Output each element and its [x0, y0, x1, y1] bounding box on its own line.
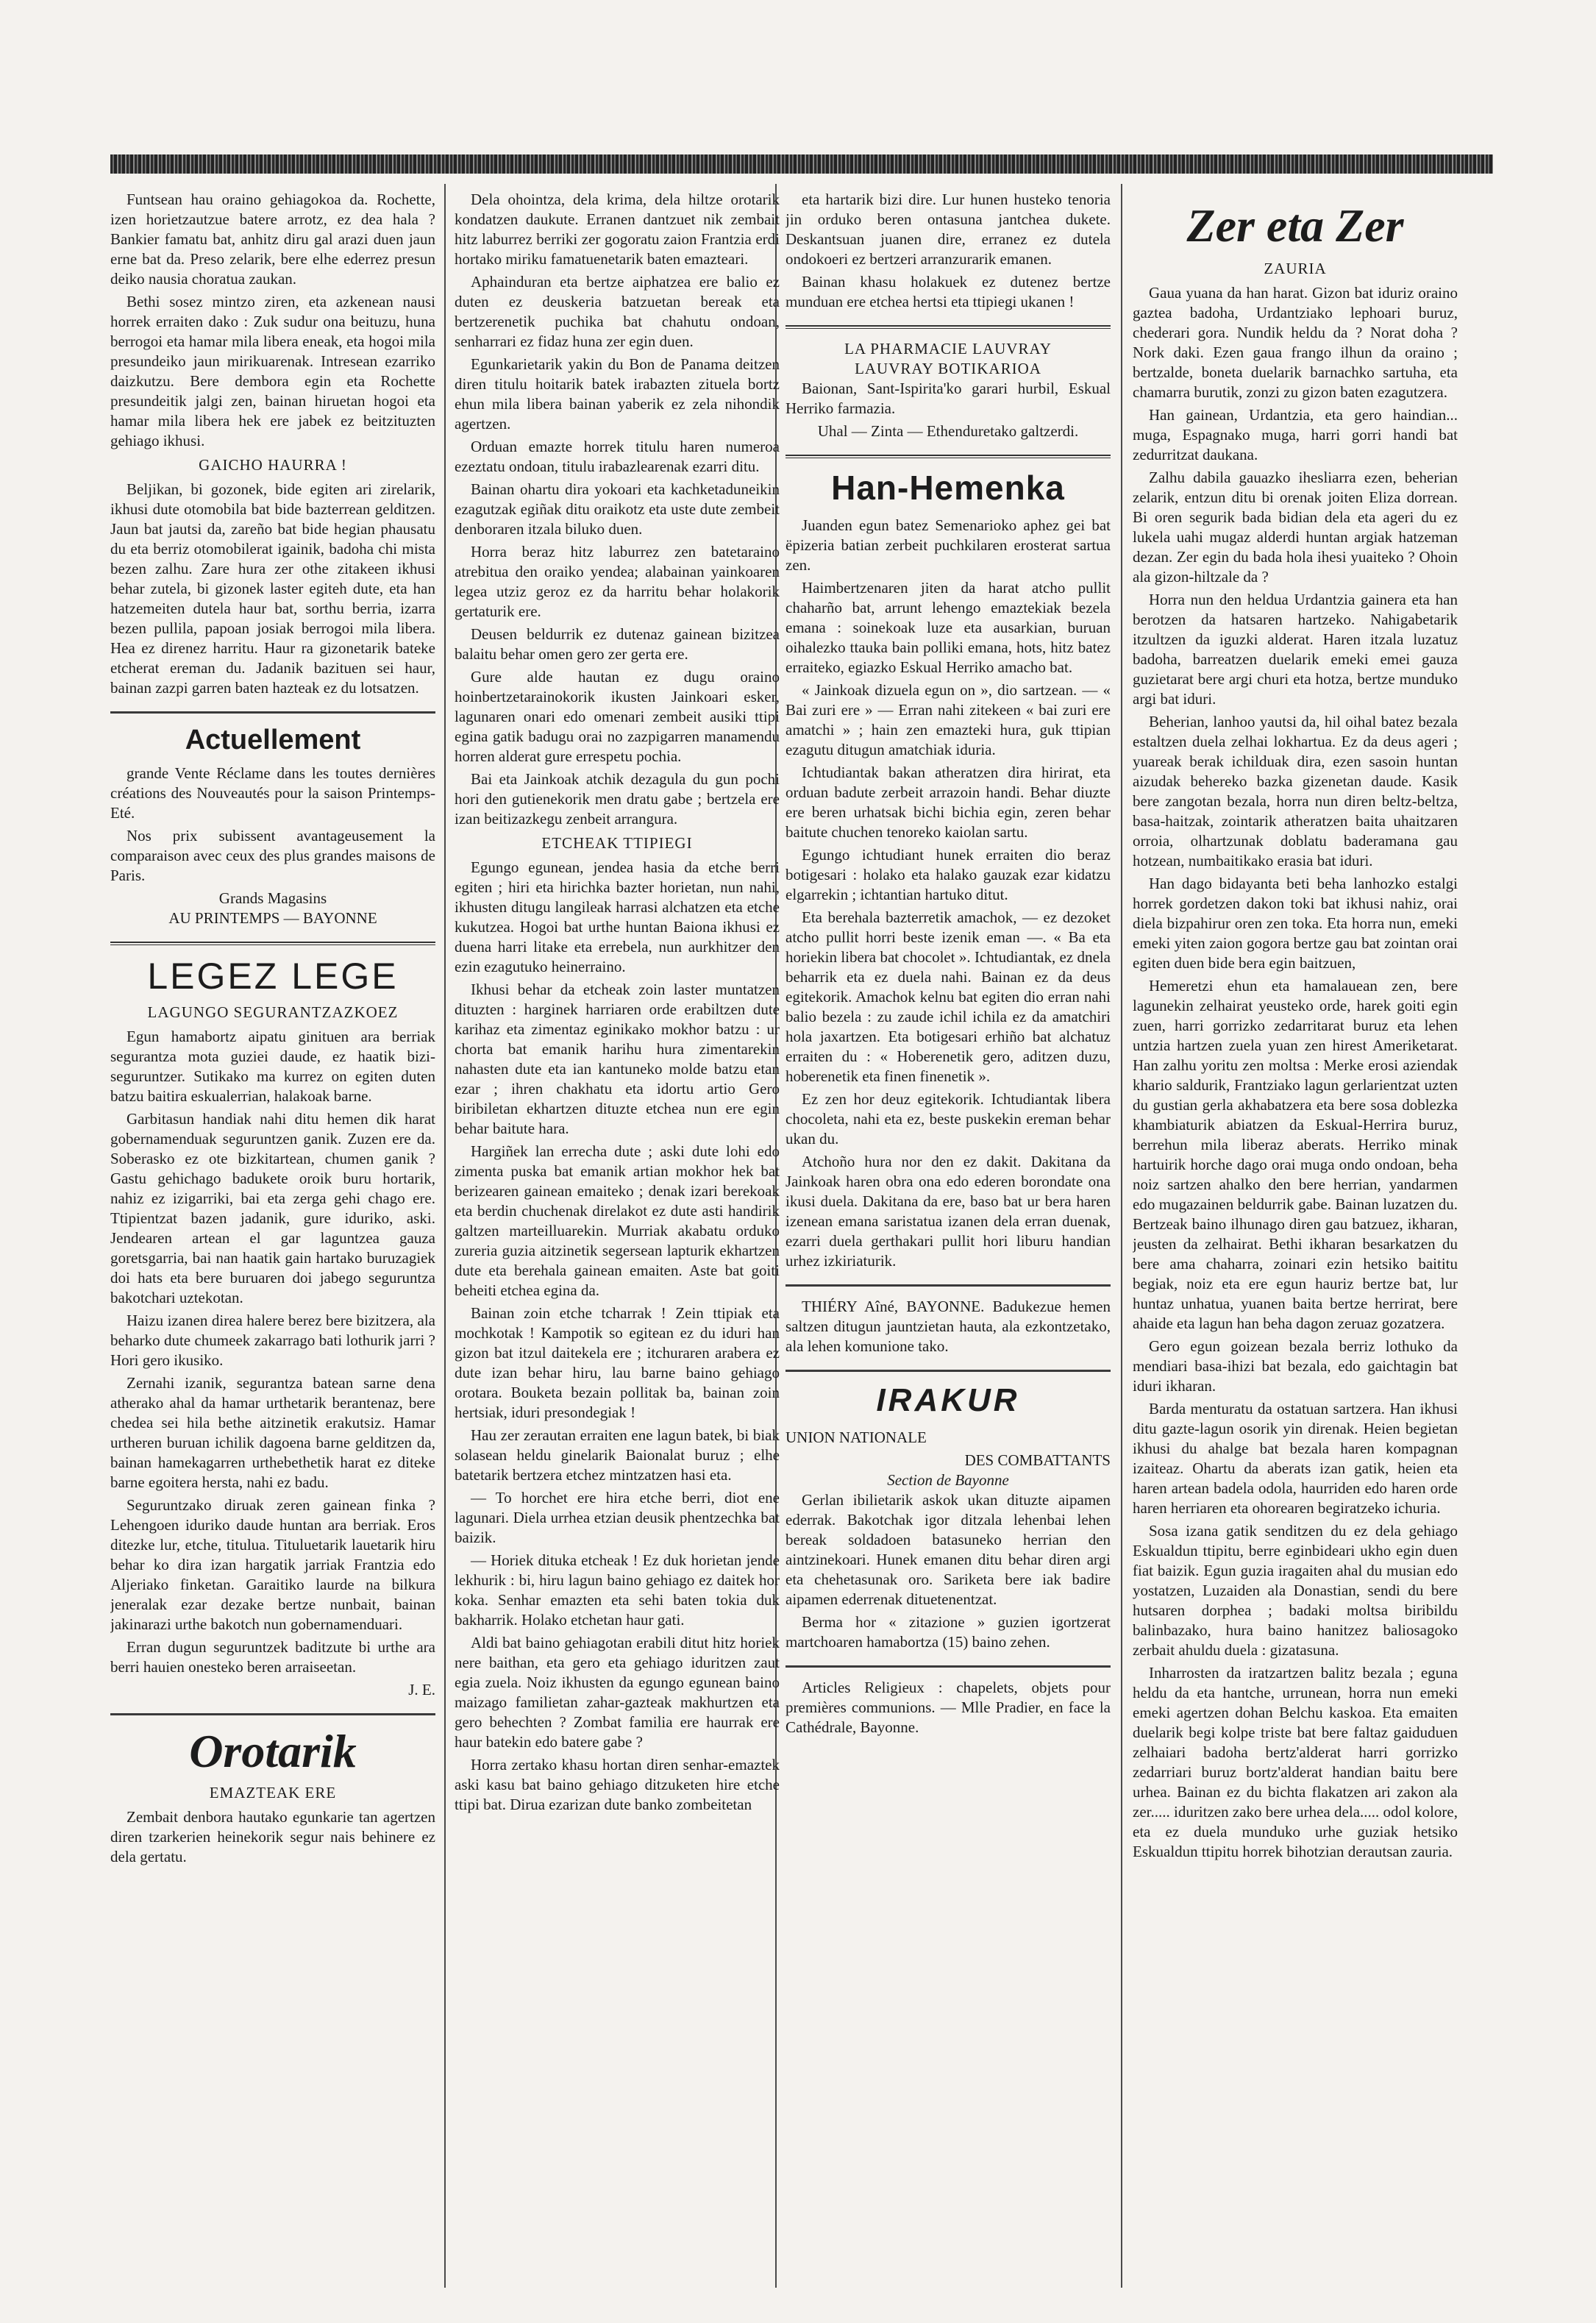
paragraph: Berma hor « zitazione » guzien igortzerat martchoaren hamabortza (15) baino zehen.: [785, 1613, 1111, 1651]
section-subtitle: LAGUNGO SEGURANTZAZKOEZ: [147, 1003, 399, 1021]
article-signature: J. E.: [408, 1681, 435, 1698]
paragraph: Hargiñek lan errecha dute ; aski dute lohi edo zimenta puska bat emanik artian mokhor hek bat berizearen gainean emaiteko ; denak izari berekoak eta berdin chuchenak direlakot ez dute asti handirik galtzen marteilluarekin. Murriak akabatu orduko zureria guzia aitzinetik segersean lapturik ekhartzen dute eta berehala gainean emaiten. Aste bat goiti beheiti etchea egina da.: [455, 1142, 780, 1299]
divider: [785, 1665, 1111, 1668]
column-1: [110, 190, 435, 2286]
section-heading-legez-lege: LEGEZ LEGE: [147, 956, 399, 997]
paragraph: Egunkarietarik yakin du Bon de Panama deitzen diren titulu hoitarik batek irabazten zituela bortz ehun mila libera bainan yaberik ez zela nihondik agertzen.: [455, 355, 780, 433]
paragraph: Horra zertako khasu hortan diren senhar-emaztek aski kasu bat baino gehiago ditzuketen hire etche ttipi bat. Dirua ezarizan dute banko zombeitetan: [455, 1756, 780, 1813]
column-rule: [1121, 184, 1122, 2288]
paragraph: Hau zer zerautan erraiten ene lagun batek, bi biak solasean heldu ginelarik Baionalat buruz ; elhe batetarik bertzera etchez mintzatzen hasi eta.: [455, 1426, 780, 1484]
paragraph: Deusen beldurrik ez dutenaz gainean bizitzea balaitu behar omen gero zer gerta ere.: [455, 625, 780, 663]
paragraph: Egungo ichtudiant hunek erraiten dio beraz botigesari : holako eta halako gauzak ezar kidatzu elgarrekin ; ichtantian hartuko ditut.: [785, 846, 1111, 903]
pharmacie-ad-line: Uhal — Zinta — Ethenduretako galtzerdi.: [817, 422, 1079, 440]
paragraph: Han gainean, Urdantzia, eta gero haindian... muga, Espagnako muga, harri gorri handi bat zedurritzat daukana.: [1133, 406, 1458, 463]
divider: [110, 711, 435, 714]
paragraph: Gaua yuana da han harat. Gizon bat iduriz oraino gaztea badoha, Urdantziako lephoari buruz, chederari gora. Nundik heldu da ? Norat doha ? Nork daki. Ezen gaua frango ilhun da oraino ; bertzalde, boneta duelarik barnachko sartuha, eta chamarra burutik, zonzi zu gizon baten ezagutzera.: [1133, 284, 1458, 401]
paragraph: Bainan khasu holakuek ez dutenez bertze munduan ere etchea hertsi eta ttipiegi ukanen !: [785, 273, 1111, 310]
paragraph: Zernahi izanik, segurantza batean sarne dena atherako ahal da hamar urthetarik berantenaz, bere chedea sei hila bethe aitzinetik erakutsiz. Hamar urtheren buruan ichilik dagoena barne gelditzen da, bainan hamekagarren urthebethetik harat ez diteke barne egoitera hersta, nahi ez badu.: [110, 1374, 435, 1491]
divider: [785, 455, 1111, 458]
paragraph: Seguruntzako diruak zeren gainean finka ? Lehengoen iduriko daude huntan ara berriak. Eros ditezke lur, etche, titulua. Tituluetarik lauetarik hiru behar ko dira izan hargatik jarriak Frantzia edo Aljeriako finketan. Garaitiko laurde na bilkura jeneralak ezar dezake bertze nunbait, bainan jakinarazi urthe bakotch nun gobernamenduari.: [110, 1496, 435, 1633]
paragraph: Zalhu dabila gauazko ihesliarra ezen, beherian zelarik, entzun ditu bi orenak joiten Eliza dorrean. Bi oren segurik bada bidian dela eta ageri du ez lukela uahi mugaz alderdi huntan argiak hatzeman dezan. Zer egin du bada hola ihesi yuaiteko ? Ohoin ala gizon-hiltzale da ?: [1133, 469, 1458, 586]
divider: [785, 1284, 1111, 1287]
paragraph: Garbitasun handiak nahi ditu hemen dik harat gobernamenduak seguruntzen ganik. Zuzen ere da. Soberasko ez ote bizkitartean, chumen ganik ? Gastu gehichago badukete oroik buru hortarik, nahiz ez izigarriki, bai eta zerga gehi chago ere. Ttipientzat bazen jadanik, gure iduriko, aski. Jendearen artean el gar laguntzea gauza goretsgarria, bai nan haatik gain hartako buruzagiek doi hats eta bere buruaren doi jabego seguruntza bakotchari uztekotan.: [110, 1110, 435, 1306]
section-heading-han-hemenka: Han-Hemenka: [831, 469, 1065, 507]
paragraph: Atchoño hura nor den ez dakit. Dakitana da Jainkoak haren obra ona edo ederen borondate ona ikusi duela. Dakitana da ere, baso bat ur bera haren izenean emana saristatua izanen dela erran duenak, ezarri duela gerthakari pullit hori liburu handian urhez izkiriaturik.: [785, 1153, 1111, 1270]
section-subtitle: EMAZTEAK ERE: [209, 1784, 337, 1801]
paragraph: Horra nun den heldua Urdantzia gainera eta han berotzen da hatsaren hartzeko. Nahigabetarik itzultzen da iguzki alderat. Haren itzala luzatuz badoha, barreatzen duelarik emeki emei gauza guzietarat bere argi churi eta hotza, bertze munduko argi bat iduri.: [1133, 591, 1458, 708]
paragraph: THIÉRY Aîné, BAYONNE. Badukezue hemen saltzen ditugun jauntzietan hauta, ala ezkontzetako, ala lehen komunione tako.: [785, 1298, 1111, 1355]
paragraph: Beljikan, bi gozonek, bide egiten ari zirelarik, ikhusi dute otomobila bat bide bazterrean gelditzen. Jaun bat jautsi da, zareño bat bide hegian phausatu du eta berriz otomobilerat igainik, badoha chi mista bezen zalhu. Zare hura zer othe zitakeen ikhusi behar zutela, bi gizonek laster egiteh dute, eta han hatzemeiten dutela haur bat, sorthu berria, izarra bezen pullila, papoan josiak berrogoi mila libera. Hea ez direnez harritu. Haur ra gizonetarik bateke etcherat ereman du. Jadanik bazituen sei haur, bainan zazpi garren baten hazteak ez du lotsatzen.: [110, 480, 435, 697]
paragraph: Haizu izanen direa halere berez bere bizitzera, ala beharko dute chumeek zakarrago bati lothurik jarri ? Hori gero ikusiko.: [110, 1312, 435, 1369]
ad-signature: AU PRINTEMPS — BAYONNE: [168, 909, 377, 927]
paragraph: Baionan, Sant-Ispirita'ko garari hurbil, Eskual Herriko farmazia.: [785, 380, 1111, 417]
articles-religieux-ad: Articles Religieux : chapelets, objets pour premières communions. — Mlle Pradier, en face la Cathédrale, Bayonne.: [785, 1679, 1111, 1736]
section-subtitle: ZAURIA: [1264, 260, 1327, 277]
paragraph: Gerlan ibilietarik askok ukan dituzte aipamen ederrak. Bakotchak igor ditzala lehenbai lehen bereak soldadoen batasuneko herrian den aintzinekoari. Hunek emanen ditu behar diren argi eta chehetasunak oro. Sariketa bere iak badire aipamen ederrenak dituetenentzat.: [785, 1491, 1111, 1608]
paragraph: Bainan zoin etche tcharrak ! Zein ttipiak eta mochkotak ! Kampotik so egitean ez du iduri han gizon bat itzul daitekela ere ; itchuraren arabera ez dute izan behar hiru, lau barne baino gehiago orotara. Bouketa bezain pollitak ba, bainan zoin hertsiak, iduri presondegiak !: [455, 1304, 780, 1421]
paragraph: Ikhusi behar da etcheak zoin laster muntatzen dituzten : harginek harriaren orde erabiltzen dute karihaz eta zimentaz eginikako mokhor batzu : ur chorta bat emanik harihu hura zimentarekin nahasten dute eta ian kantuneko molde batzu etan ezar ; ihren chakhatu eta idortu artio Gero biribiletan ekhartzen dituzte etchea nun ere egin behar baitute hara.: [455, 981, 780, 1137]
divider: [110, 1713, 435, 1715]
paragraph: « Jainkoak dizuela egun on », dio sartzean. — « Bai zuri ere » — Erran nahi zitekeen « bai zuri ere amatchi » ; hain zen emazteki hura, guk ttipian ezagutu ditugun amatchiak iduria.: [785, 681, 1111, 758]
top-border-band: [110, 154, 1493, 174]
paragraph: — To horchet ere hira etche berri, diot ene lagunari. Diela urrhea etzian deusik phentzechka bat baizik.: [455, 1489, 780, 1546]
paragraph: Bethi sosez mintzo ziren, eta azkenean nausi horrek erraiten dako : Zuk sudur ona beituzu, huna berrogoi eta hamar mila libera eneak, eta hogoi mila presundeiko jaun mirikuarenak. Intresean ezarriko daizkutzu. Bere dembora egin eta Rochette presundeitik jalgi zen, bainan hiruetan hogoi eta hamar mila libera hek ere jabek ez beitzituzten gehiago ikhusi.: [110, 293, 435, 449]
divider: [785, 325, 1111, 329]
paragraph: Gure alde hautan ez dugu oraino hoinbertzetarainokorik ikusten Jainkoari esker, lagunaren onari edo omenari zembeit ausiki ttipi egina gatik badugu orai no zazpigarren manamendu horren alderat gure errespetu pochia.: [455, 668, 780, 765]
paragraph: Nos prix subissent avantageusement la comparaison avec ceux des plus grandes maisons de Paris.: [110, 827, 435, 884]
divider: [110, 942, 435, 945]
paragraph: Beherian, lanhoo yautsi da, hil oihal batez bezala estaltzen duela zelhai lokhartua. Ez da deus ageri ; yuareak berak ichilduak dira, ezen sasoin huntan aizudak behereko bazka gizenetan daude. Kasik bere zangotan bezala, horra nun diren beltz-beltza, basa-haitzak, zointarik atheratzen baita uhaitzaren orroia, olhartzunak doblatu baderamana gau hotzean, numbaitikako erasia bat iduri.: [1133, 713, 1458, 869]
column-3: [785, 190, 1111, 2286]
column-2: [455, 190, 780, 2286]
paragraph: Funtsean hau oraino gehiagokoa da. Rochette, izen horietzautzue batere arrotz, ez dea hala ? Bankier famatu bat, anhitz diru gal arazi duen jaun erne bat da. Preso zelarik, bere elhe ederrez presun deiko nausia choratua zaukan.: [110, 191, 435, 288]
column-4: [1133, 190, 1458, 2286]
ad-heading-actuellement: Actuellement: [185, 725, 361, 755]
union-line: Section de Bayonne: [887, 1471, 1009, 1489]
paragraph: eta hartarik bizi dire. Lur hunen husteko tenoria jin orduko beren ontasuna jantchea dukete. Deskantsuan juanen dire, erranez ez dutela ondokoeri ez bertzeri arranzurarik emanen.: [785, 191, 1111, 268]
paragraph: Han dago bidayanta beti beha lanhozko estalgi horrek gordetzen dakon toki bat ikhusi nahiz, orai diela bizpahirur oren zen toka. Eta horra nun, emeki emeki yiten zaion gogora bertze gau bat zointan orai egiten duen bide bera egin baitzuen,: [1133, 875, 1458, 972]
paragraph: Aphainduran eta bertze aiphatzea ere balio ez duten ez deuskeria batzuetan bereak eta bertzerenetik puchika bat chahutu ondoan, senharrari ez fidaz huna zer egin duen.: [455, 273, 780, 350]
paragraph: Horra beraz hitz laburrez zen batetaraino atrebitua den oraiko yendea; alabainan yainkoaren legea utziz geroz ez da harritu behar holakorik gertaturik ere.: [455, 543, 780, 620]
paragraph: Hemeretzi ehun eta hamalauean zen, bere lagunekin zelhairat yeusteko orde, harek goiti egin zuen, harri gorrizko zedarritarat buruz eta lehen untzia hartzen zuela yuan zen hirest Ameriketarat. Han zalhu yoritu zen moltsa : Merke erosi aziendak khario saldurik, Frantziako lagun gerlarientzat uzten du gustian gerla akhabatzera eta bere sosa doblezka khambiaturik abiatzen da Eskual-Herrira buruz, berrehun mila liberaz aberats. Herriko minak hartuirik horche dago orai muga ondo ondoan, beha noiz sartzen ahalko den bere herrian, yandarmen edo mugazainen beldurrik gabe. Bainan luzatzen du. Bertzeak baino ilhunago diren gau batzuez, ikharan, jeusten da zelhairat. Bethi ikharan besarkatzen du bere ama chaharra, zoinari ezin hetsiko baititu begiak, noiz eta ere egun hauriz bertze bat, lur huntaz unhatua, yuanen baita bertze herrirat, bere ahaide eta lagun han beha dagon zeruaz gozatzera.: [1133, 977, 1458, 1332]
paragraph: Ichtudiantak bakan atheratzen dira hirirat, eta orduan badute zerbeit arrazoin handi. Behar diuzte ere beren urhatsak bichi bichia egin, zeren behar baitute chuchen tenoreko kaiolan sartu.: [785, 764, 1111, 841]
union-line: UNION NATIONALE: [785, 1429, 927, 1446]
divider: [785, 1370, 1111, 1372]
paragraph: — Horiek dituka etcheak ! Ez duk horietan jende lekhurik : bi, hiru lagun baino gehiago ez daitek hor koka. Senhar emazten eta sehi baten tokia duk bakharrik. Holako etchetan haur gati.: [455, 1551, 780, 1629]
section-heading-irakur: IRAKUR: [876, 1382, 1020, 1418]
paragraph: Aldi bat baino gehiagotan erabili ditut hitz horiek nere baithan, eta gero eta gehiago iduritzen zaut egia zuela. Noiz ikhusten da egungo egunean baino maizago familietan zahar-gazteak makhurtzen eta gero behechten ? Zombat familia ere haurrak ere haur batekin edo batere gabe ?: [455, 1634, 780, 1751]
section-heading-orotarik: Orotarik: [189, 1725, 357, 1777]
paragraph: grande Vente Réclame dans les toutes dernières créations des Nouveautés pour la saison Printemps-Eté.: [110, 764, 435, 822]
paragraph: Eta berehala bazterretik amachok, — ez dezoket atcho pullit horri beste izenik eman —. « Ba eta horiekin libera bat chocolet ». Ichtudiantak, ez dnela beharrik eta ez duela nahi. Bainan ez da deus egitekorik. Amachok kelnu bat egiten dio erran nahi balio bezela : zu zaude ichil ichila ez da amatchiri hola jaxartzen. Eta botigesari erhiño bat alchatuz erraiten du : « Hoberenetik gero, aditzen duzu, hoberenetik eta finen finenetik ».: [785, 908, 1111, 1085]
paragraph: Orduan emazte horrek titulu haren numeroa ezeztatu ondoan, titulu irabazlearenak ezarri ditu.: [455, 438, 780, 475]
paragraph: Egungo egunean, jendea hasia da etche berri egiten ; hiri eta hirichka bazter horietan, nun nahi, ikhusten ditugu langileak harrasi alchatzen eta etche kukutzea. Hogoi bat urthe huntan Baiona ikhusi ez duena harri litake eta errebela, nun aurkhitzer den ezin ezagutuko heinerraino.: [455, 858, 780, 975]
paragraph: Haimbertzenaren jiten da harat atcho pullit chaharño bat, arrunt lehengo emaztekiak bezela emana : soinekoak luze eta ausarkian, buruan oihalezko ttauka bain polliki emana, hots, hitz batez erraiteko, egiazko Eskual Herriko amacho bat.: [785, 579, 1111, 676]
paragraph: Egun hamabortz aipatu ginituen ara berriak segurantza mota guziei daude, ez haatik bizi-seguruntzer. Sutikako ma kurrez on egiten duten batzu baitira eskualerrian, halakoak barne.: [110, 1028, 435, 1105]
paragraph: Bainan ohartu dira yokoari eta kachketaduneikin ezagutzak egiñak ditu oraikotz eta uste dute zembeit denboraren itzala biluko duen.: [455, 480, 780, 538]
paragraph: Ez zen hor deuz egitekorik. Ichtudiantak libera chocoleta, nahi eta ez, beste puskekin ereman behar ukan du.: [785, 1090, 1111, 1148]
paragraph: Sosa izana gatik senditzen du ez dela gehiago Eskualdun ttipitu, berre eginbideari ukho egin duen fiat baizik. Egun guzia iragaiten ahal du musian edo yostatzen, Luzaiden ala Donastian, sendi du bere hutsaren dorphea ; badaki moltsa biribildu balinbazako, hura baino hanitzez baliosagoko zerbait ahuldu duela : gizatasuna.: [1133, 1522, 1458, 1659]
union-line: DES COMBATTANTS: [964, 1451, 1111, 1469]
paragraph: Gero egun goizean bezala berriz lothuko da mendiari basa-ihizi bat bezala, edo gaichtagin bat iduri ikharan.: [1133, 1337, 1458, 1395]
paragraph: Barda menturatu da ostatuan sartzera. Han ikhusi ditu gazte-lagun osorik yin direnak. Heien begietan ikhusi du ahalge bat bezala haren kompagnan izaiteaz. Ohartu da aberats izan gatik, heien eta haren artean badela odola, haurriden edo haren orde haren herriaren eta ohorearen begiratzeko ichuria.: [1133, 1400, 1458, 1517]
pharmacie-ad-line: LA PHARMACIE LAUVRAY: [844, 340, 1052, 357]
paragraph: Inharrosten da iratzartzen balitz bezala ; eguna heldu da eta hantche, urrunean, horra nun emeki emeki agertzen dohan Belchu kaskoa. Eta emaiten duelarik begi kolpe triste bat bere faltaz gaiduduen zelhaiari badoha bertz'alderat harri gorrizko zedarriari buruz bortz'alderat handian baitu bere urhea. Bainan ez du bichta flakatzen ari zakon ala zer..... iduritzen zako bere urhea dela..... odol kolore, eta ez duela munduko urhe guziak hetsiko Eskualdun ttipitu horrek bihotzian derautsan zauria.: [1133, 1664, 1458, 1860]
section-subtitle: ETCHEAK TTIPIEGI: [541, 834, 693, 852]
pharmacie-ad-line: LAUVRAY BOTIKARIOA: [855, 360, 1041, 377]
paragraph: Bai eta Jainkoak atchik dezagula du gun pochi hori den gutienekorik men dratu gabe ; bertzela ere izan beitizazkegu zenbeit arrangura.: [455, 770, 780, 828]
column-rule: [444, 184, 446, 2288]
paragraph: Zembait denbora hautako egunkarie tan agertzen diren tzarkerien heinekorik segur nais behinere ez dela gertatu.: [110, 1808, 435, 1865]
paragraph: Erran dugun seguruntzek baditzute bi urthe ara berri hauien onesteko beren arraiseetan.: [110, 1638, 435, 1676]
ad-signature: Grands Magasins: [218, 889, 327, 907]
paragraph: Dela ohointza, dela krima, dela hiltze orotarik kondatzen daukute. Erranen dantzuet nik zembait hitz laburrez berriki zer gogoratu zaion Frantzia erdi hortako miriku famatuenetarik baten emazteari.: [455, 191, 780, 268]
section-subtitle: GAICHO HAURRA !: [199, 456, 347, 474]
paragraph: Juanden egun batez Semenarioko aphez gei bat ëpizeria batian zerbeit puchkilaren erosterat sartua zen.: [785, 516, 1111, 574]
section-heading-zer-eta-zer: Zer eta Zer: [1186, 199, 1404, 252]
